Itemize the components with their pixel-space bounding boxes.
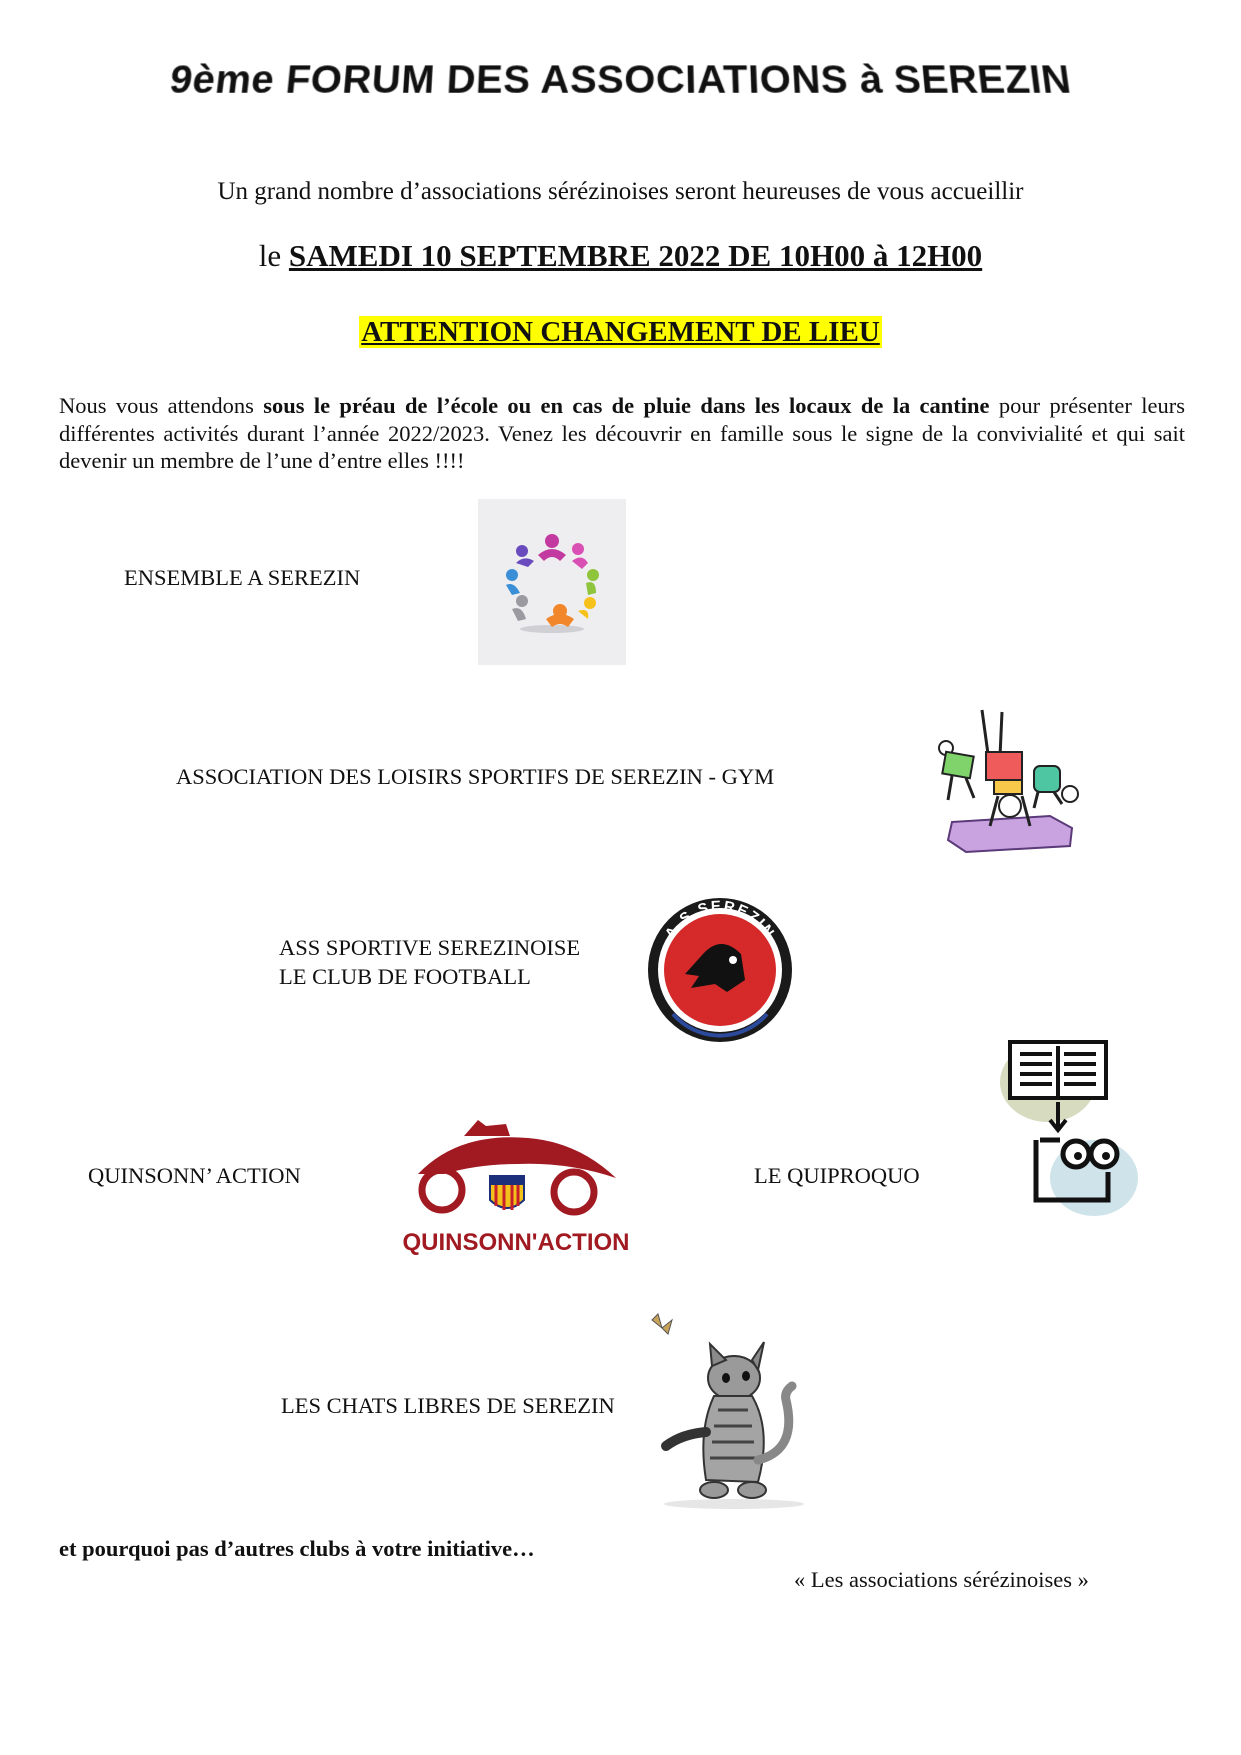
quinsonn-logo-text: QUINSONN'ACTION [402,1229,630,1256]
football-club-badge [645,884,795,1046]
association-quinsonn-label: QUINSONN’ ACTION [88,1163,301,1188]
page-title-text: 9ème FORUM DES ASSOCIATIONS à SEREZIN [167,58,1074,102]
date-text: SAMEDI 10 SEPTEMBRE 2022 DE 10H00 à 12H00 [288,238,983,273]
date-prefix: le [258,238,289,273]
kitten-butterfly-illustration [648,1300,808,1522]
football-label-line1: ASS SPORTIVE SEREZINOISE [279,935,581,960]
footer-initiative: et pourquoi pas d’autres clubs à votre initiative… [59,1536,535,1561]
football-badge-text: A.S SEREZIN [661,897,779,942]
attention-text: ATTENTION CHANGEMENT DE LIEU [361,316,880,348]
people-circle-logo [478,499,626,665]
association-chats-label: LES CHATS LIBRES DE SEREZIN [281,1393,615,1418]
attention-banner [0,316,1241,349]
paragraph-part2: pour présenter leurs différentes activités durant l’année 2022/2023. Venez les découvrir en famille sous le signe de la convivialité et qui sait devenir un membre de l’une d’entre elles !!!! [59,393,1185,473]
intro-text: Un grand nombre d’associations sérézinoises seront heureuses de vous accueillir [217,178,1024,205]
football-label-line2: LE CLUB DE FOOTBALL [279,964,531,989]
association-football-label [279,933,580,991]
gymnastics-kids-logo [930,704,1090,854]
association-ensemble-label: ENSEMBLE A SEREZIN [124,565,361,590]
quinsonn-action-logo [398,1112,634,1262]
association-quiproquo-label: LE QUIPROQUO [754,1163,920,1188]
paragraph-part1: Nous vous attendons [59,393,264,418]
event-date [0,238,1241,274]
page-title [0,58,1241,103]
association-gym-label: ASSOCIATION DES LOISIRS SPORTIFS DE SEREZIN - GYM [176,764,775,789]
description-paragraph [59,392,1185,475]
paragraph-bold: sous le préau de l’école ou en cas de pluie dans les locaux de la cantine [263,393,990,418]
footer-signature: « Les associations sérézinoises » [794,1567,1089,1592]
book-theatre-logo [1000,1036,1140,1218]
